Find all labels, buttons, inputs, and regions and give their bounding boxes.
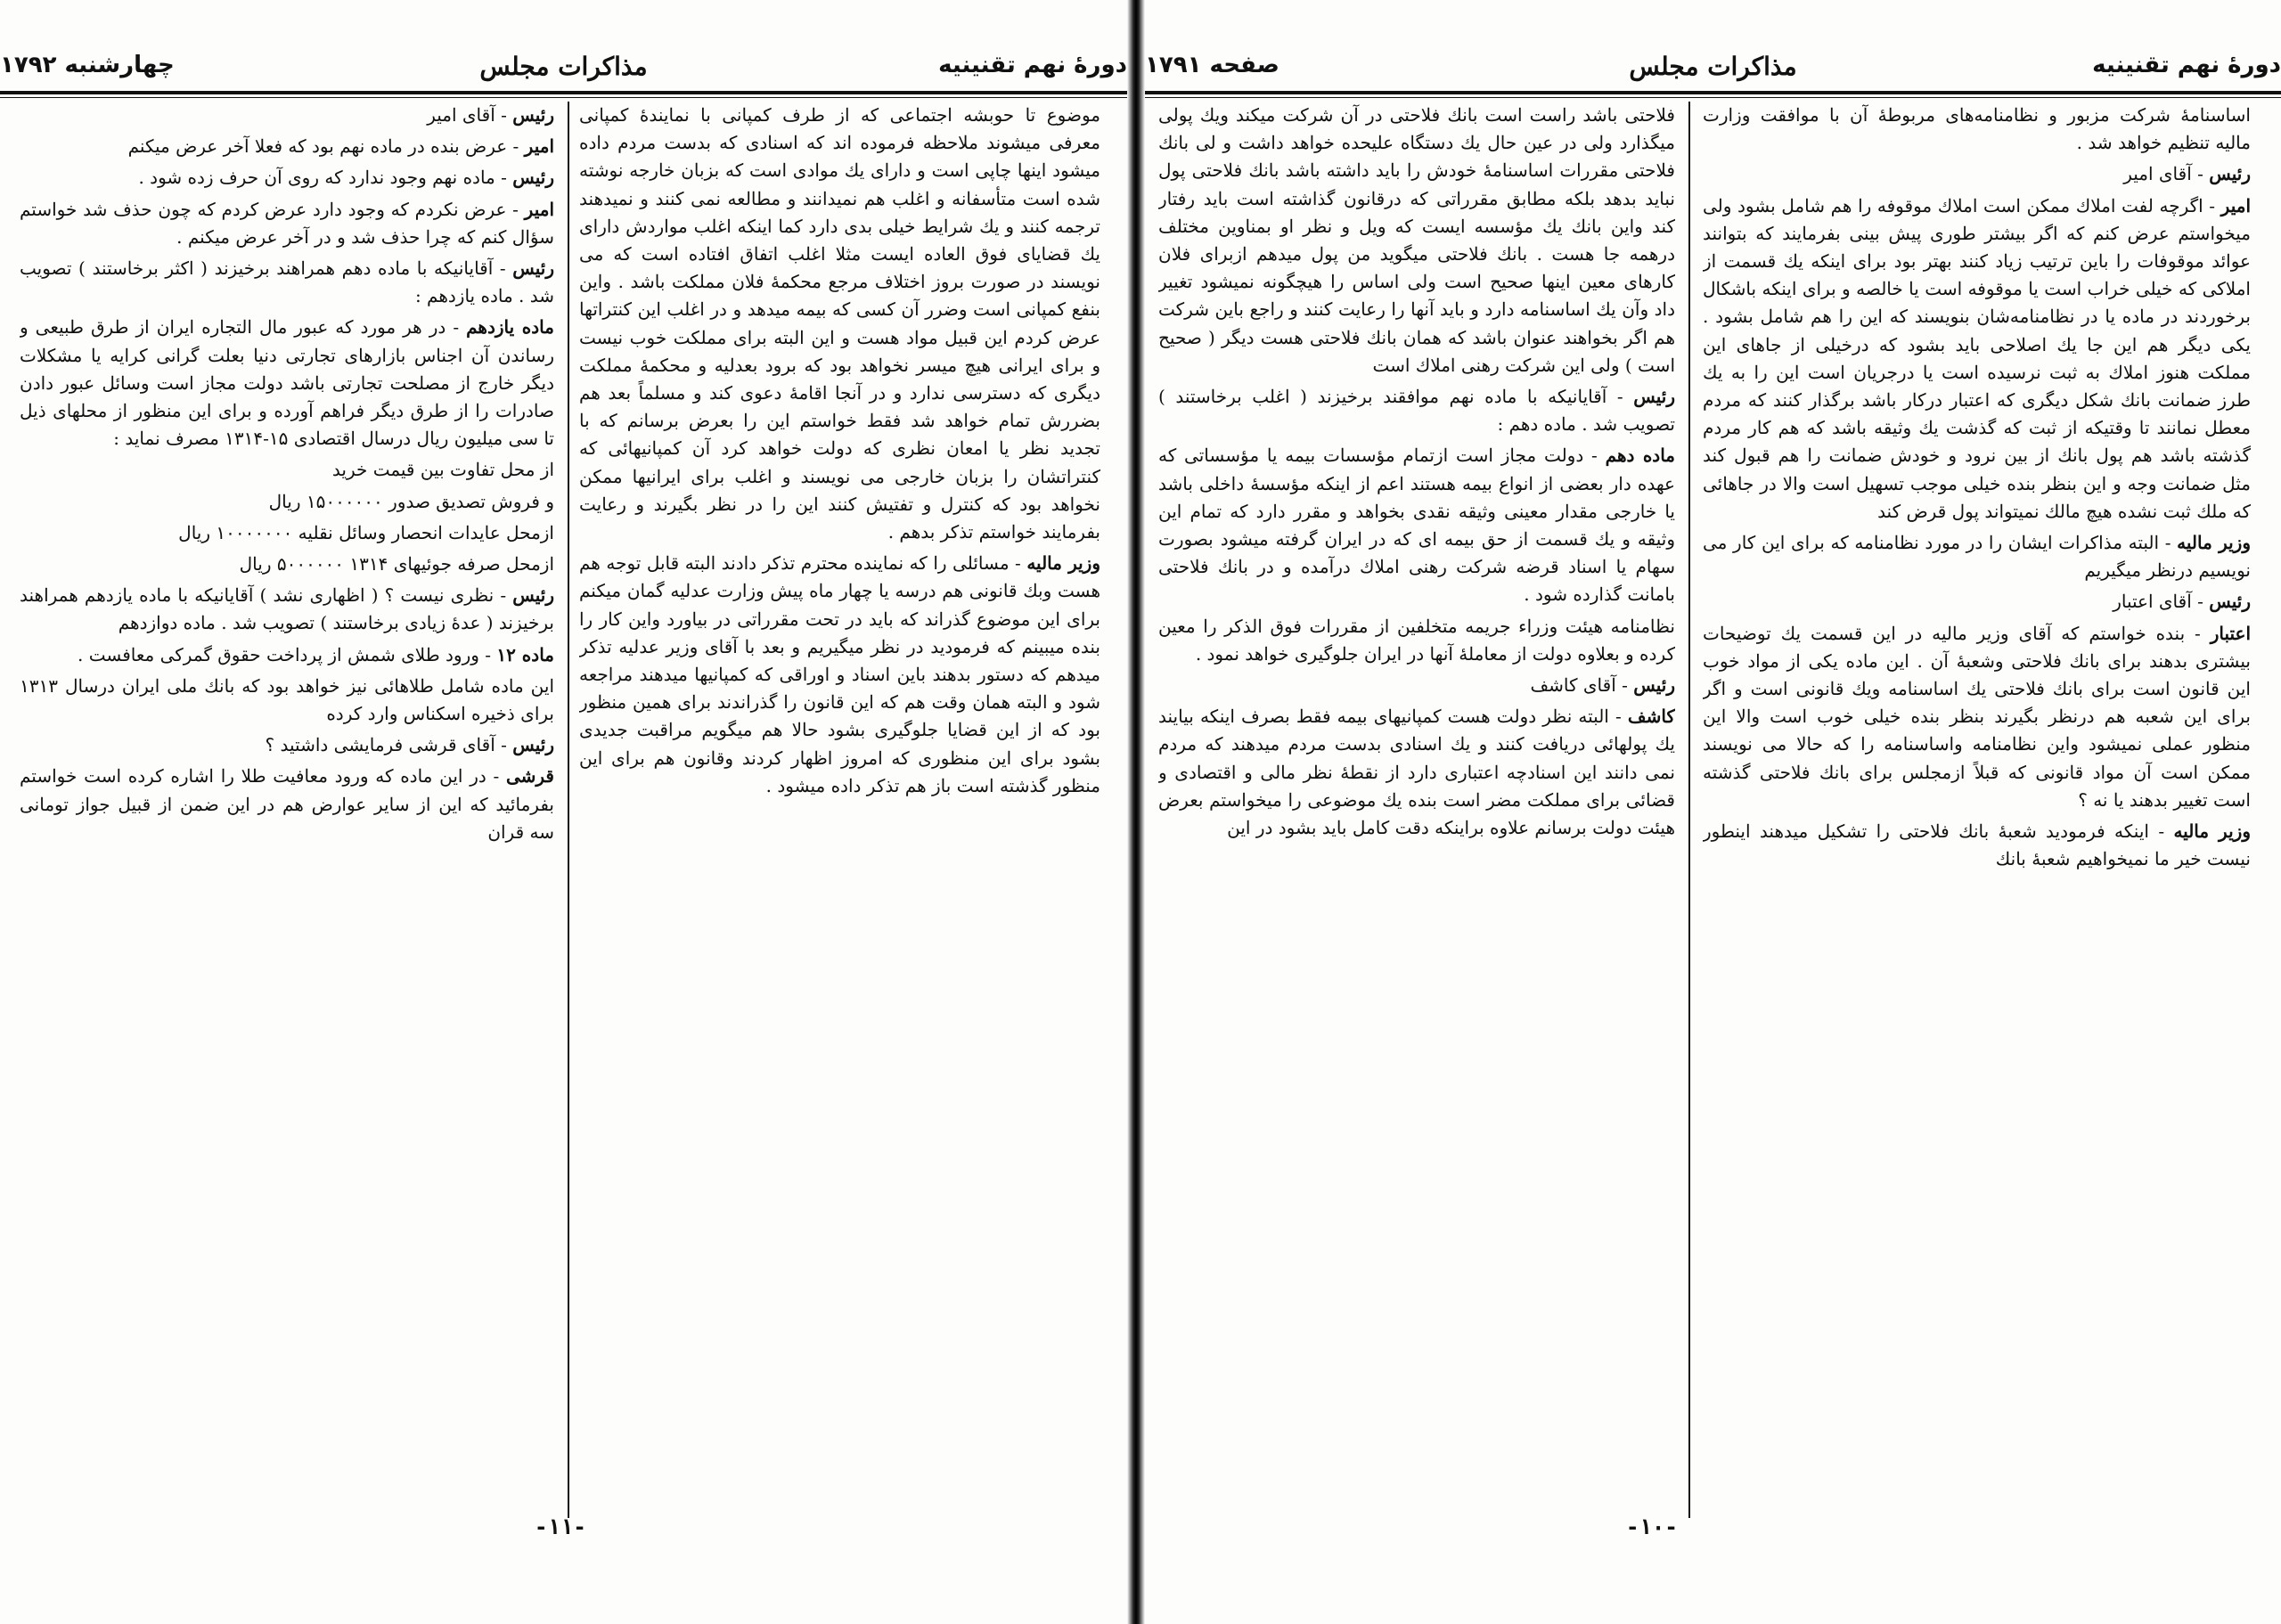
paragraph: رئیس - آقایانیکه با ماده نهم موافقند برخیزند ( اغلب برخاستند ) تصویب شد . ماده دهم : — [1158, 386, 1675, 436]
paragraph: امیر - عرض نکردم که وجود دارد عرض کردم که چون حذف شد خواستم سؤال کنم که چرا حذف شد و در آخر عرض میکنم . — [20, 198, 554, 248]
paragraph: رئیس - ماده نهم وجود ندارد که روی آن حرف زده شود . — [138, 167, 554, 189]
left-page-number: -۱۱- — [535, 1514, 586, 1539]
paragraph: اساسنامهٔ شرکت مزبور و نظامنامه‌های مربوطهٔ آن با موافقت وزارت مالیه تنظیم خواهد شد . — [1703, 104, 2251, 154]
paragraph: رئیس - آقای امیر — [427, 104, 554, 126]
right-page-left-column — [1158, 102, 1675, 1518]
paragraph: این ماده شامل طلاهائی نیز خواهد بود که بانك ملی ایران درسال ۱۳۱۳ برای ذخیره اسکناس وارد کرده — [20, 674, 554, 725]
right-page-number: -۱۰- — [1626, 1514, 1678, 1539]
paragraph: رئیس - آقای قرشی فرمایشی داشتید ؟ — [265, 734, 554, 756]
left-page-left-column — [20, 102, 554, 1518]
book-spine — [1127, 0, 1145, 1624]
paragraph: ماده دهم - دولت مجاز است ازتمام مؤسسات بیمه یا مؤسساتی که عهده دار بعضی از انواع بیمه هستند اعم از اینکه مؤسسهٔ داخلی باشد یا خارجی مقدار معینی وثیقه نقدی بخواهد و مقرر دارد که تمام این وثیقه و یك قسمت از حق بیمه ای که در ایران گرفته میشود بصورت سهام یا اسناد قرضه شرکت رهنی املاك درآمده و در بانك فلاحتی بامانت گذارده شود . — [1158, 445, 1675, 606]
paragraph: ماده یازدهم - در هر مورد که عبور مال التجاره ایران از طرق طبیعی و رساندن آن اجناس بازارهای تجارتی دنیا بعلت گرانی کرایه یا مشکلات دیگر خارج از مصلحت تجارتی باشد دولت مجاز است وسائل عبور دادن صادرات را از طرق دیگر فراهم آورده و برای این منظور از محلهای ذیل تا سی میلیون ریال درسال اقتصادی ۱۵-۱۳۱۴ مصرف نماید : — [20, 316, 554, 450]
paragraph: وزیر مالیه - البته مذاکرات ایشان را در مورد نظامنامه که برای این کار می نویسیم درنظر میگیریم — [1703, 532, 2251, 582]
left-header-rule — [0, 91, 1127, 98]
paragraph: ازمحل صرفه جوئیهای ۱۳۱۴ ۵۰۰۰۰۰۰ ریال — [239, 553, 554, 575]
left-page-header — [0, 45, 1127, 91]
right-page-header — [1145, 45, 2281, 91]
right-header-title: مذاکرات مجلس — [1629, 52, 1797, 81]
paragraph: نظامنامه هیئت وزراء جریمه متخلفین از مقررات فوق الذکر را معین کرده و بعلاوه دولت از معاملهٔ آنها در ایران جلوگیری خواهد نمود . — [1158, 615, 1675, 665]
left-header-date-page: چهارشنبه ۱۷۹۲ — [0, 52, 175, 78]
paragraph: ماده ۱۲ - ورود طلای شمش از پرداخت حقوق گمرکی معافست . — [78, 643, 554, 665]
paragraph: امیر - اگرچه لفت املاك ممکن است املاك موقوفه را هم شامل بشود ولی میخواستم عرض کنم که اگر بیشتر طوری پیش بینی بفرمایند که بتوانند عوائد موقوفات را باین ترتیب زیاد کنند بهتر بود برای اینکه یك قسمت از املاکی که خیلی خراب است یا موقوفه است یا خالصه و برای اینکه باشکال برخوردند در ماده یا در نظامنامه‌شان بنویسند که این را هم شامل بشود . یکی دیگر هم این جا یك اصلاحی باید بشود که درخیلی از جاهای این مملکت هنوز املاك به ثبت نرسیده است یا درجریان است این را به یك طرز ضمانت بانك شکل دیگری که اعتبار درکار باشد برگذار کنند که مردم معطل نمانند تا وقتیکه از ثبت که گذشت یك وثیقه باشد که هم کار مردم گذشته باشد هم پول بانك از بین نرود و خودش ضمانت را هم قبول کند مثل ضمانت وجه و این بنظر بنده خیلی موجب تسهیل است والا در جاهائی که ملك ثبت نشده هیچ مالك نمیتواند پول قرض کند — [1703, 194, 2251, 522]
paragraph: امیر - عرض بنده در ماده نهم بود که فعلا آخر عرض میکنم — [127, 135, 554, 158]
right-page — [1145, 0, 2281, 1624]
paragraph: ازمحل عایدات انحصار وسائل نقلیه ۱۰۰۰۰۰۰۰ ریال — [178, 521, 554, 543]
right-header-rule — [1145, 91, 2281, 98]
right-header-session: دورهٔ نهم تقنینیه — [2092, 52, 2281, 78]
left-header-title: مذاکرات مجلس — [479, 52, 648, 81]
paragraph: رئیس - آقای امیر — [2123, 163, 2251, 185]
left-header-session: دورهٔ نهم تقنینیه — [938, 52, 1127, 78]
left-column-divider — [568, 102, 569, 1518]
paragraph: وزیر مالیه - مسائلی را که نماینده محترم تذکر دادند البته قابل توجه هم هست وبك قانونی هم درسه یا چهار ماه پیش وزارت عدلیه گمان میکنم برای این موضوع گذراند که باید در تحت مقرراتی در بیاورد واین کار را بنده میبینم که فرمودید در نظر میگیریم و بعد با آقای وزیر عدلیه تذکر میدهم که دستور بدهند باین اسناد و اوراقی که کمپانیها میدهند مراجعه شود و البته همان وقت هم که این قانون را گذراندند برای همین منظور بود که از این قضایا جلوگیری بشود حالا هم میگویم مراقبت جدیدی بشود برای این منظوری که امروز اظهار کردند وقانون هم برای این منظور گذشته است باز هم تذکر داده میشود . — [579, 552, 1100, 796]
right-column-divider — [1688, 102, 1690, 1518]
paragraph: قرشی - در این ماده که ورود معافیت طلا را اشاره کرده است خواستم بفرمائید که این از سایر عوارض هم در این ضمن از قبیل جواز تومانی سه قران — [20, 765, 554, 843]
paragraph: رئیس - نظری نیست ؟ ( اظهاری نشد ) آقایانیکه با ماده یازدهم همراهند برخیزند ( عدهٔ زیادی برخاستند ) تصویب شد . ماده دوازدهم — [20, 584, 554, 634]
paragraph: رئیس - آقای اعتبار — [2113, 591, 2251, 613]
left-page — [0, 0, 1127, 1624]
paragraph: رئیس - آقای کاشف — [1530, 674, 1675, 697]
right-header-date-page: صفحه ۱۷۹۱ — [1145, 52, 1279, 78]
paragraph: وزیر مالیه - اینکه فرمودید شعبهٔ بانك فلاحتی را تشکیل میدهند اینطور نیست خیر ما نمیخواهیم شعبهٔ بانك — [1703, 820, 2251, 870]
right-page-right-column — [1703, 102, 2251, 1518]
paragraph: از محل تفاوت بین قیمت خرید — [331, 459, 554, 481]
paragraph: اعتبار - بنده خواستم که آقای وزیر مالیه در این قسمت یك توضیحات بیشتری بدهند برای بانك فلاحتی وشعبهٔ آن . این ماده یکی از مواد خوب این قانون است برای بانك فلاحتی یك اساسنامه ویك قانونی است و اگر برای این شعبه هم درنظر بگیرند بنظر بنده خیلی خوب است والا این منظور عملی نمیشود واین نظامنامه واساسنامه را که حالا می نویسند ممکن است آن مواد قانونی که قبلاً ازمجلس برای بانك فلاحتی گذشته است تغییر بدهند یا نه ؟ — [1703, 622, 2251, 811]
paragraph: موضوع تا حوبشه اجتماعی که از طرف کمپانی با نمایندهٔ کمپانی معرفی میشوند ملاحظه فرموده اند که اسنادی که بدست مردم داده میشود اینها چاپی است و دارای یك موادی است که بزبان خارجه نوشته شده است متأسفانه و اغلب هم نمیدانند و مطالعه نمی کنند و نمیدهند ترجمه کنند و یك شرایط خیلی بدی دارد کما اینکه اغلب مواردش دارای یك قضایای فوق العاده ایست مثلا اغلب اتفاق افتاده است که می نویسند در صورت بروز اختلاف مرجع محکمهٔ فلان مملکت باشد . واین بنفع کمپانی است وضرر آن کسی که بیمه میدهد و در اغلب این کنتراتها عرض کردم این قبیل مواد هست و این البته برای مملکت خوب نیست و برای ایرانی هیچ میسر نخواهد بود که برود بعدلیه و محکمهٔ مملکت دیگری که دسترسی ندارد و در آنجا اقامهٔ دعوی کند و مسلماً بعد هم بضررش تمام خواهد شد فقط خواستم این را بعرض برسانم که با تجدید نظر یا امعان نظری که دولت خواهد کرد آن کمپانیهائی که کنتراتشان را بزبان خارجی می نویسند و اغلب برای ایرانیها ممکن نخواهد بود که کنترل و تفتیش کنند این را در نظر بگیرند و رعایت بفرمایند خواستم تذکر بدهم . — [579, 104, 1100, 543]
paragraph: و فروش تصدیق صدور ۱۵۰۰۰۰۰۰ ریال — [268, 490, 554, 512]
paragraph: رئیس - آقایانیکه با ماده دهم همراهند برخیزند ( اکثر برخاستند ) تصویب شد . ماده یازدهم : — [20, 257, 554, 307]
paragraph: کاشف - البته نظر دولت هست کمپانیهای بیمه فقط بصرف اینکه بیایند یك پولهائی دریافت کنند و یك اسنادی بدست مردم میدهند که مردم نمی دانند این اسنادچه اعتباری دارد از نقطهٔ نظر مالی و اقتصادی و قضائی برای مملکت مضر است بنده یك موضوعی را میخواستم بعرض هیئت دولت برسانم علاوه براینکه دقت کامل باید بشود در این — [1158, 706, 1675, 839]
left-page-right-column — [579, 102, 1100, 1518]
paragraph: فلاحتی باشد راست است بانك فلاحتی در آن شرکت میکند ویك پولی میگذارد ولی در عین حال یك دستگاه علیحده خواهد داشت و لی بانك فلاحتی مقررات اساسنامهٔ خودش را باید داشته باشد بانك فلاحتی پول نباید بدهد بلکه مطابق مقرراتی که درقانون گذاشته است باید رفتار کند واین بانك یك مؤسسه ایست که ویل و نظر او بمناوین مختلف درهمه جا هست . بانك فلاحتی میگوید من پول میدهم ازبرای فلان کارهای معین اینها صحیح است ولی اساس را هیچگونه نمیشود تغییر داد وآن یك اساسنامه دارد و باید آنها را رعایت کنند و راجع باین شرکت هم اگر بخواهند عنوان باشد که همان بانك فلاحتی هست دیگر ( صحیح است ) ولی این شرکت رهنی املاك است — [1158, 104, 1675, 376]
